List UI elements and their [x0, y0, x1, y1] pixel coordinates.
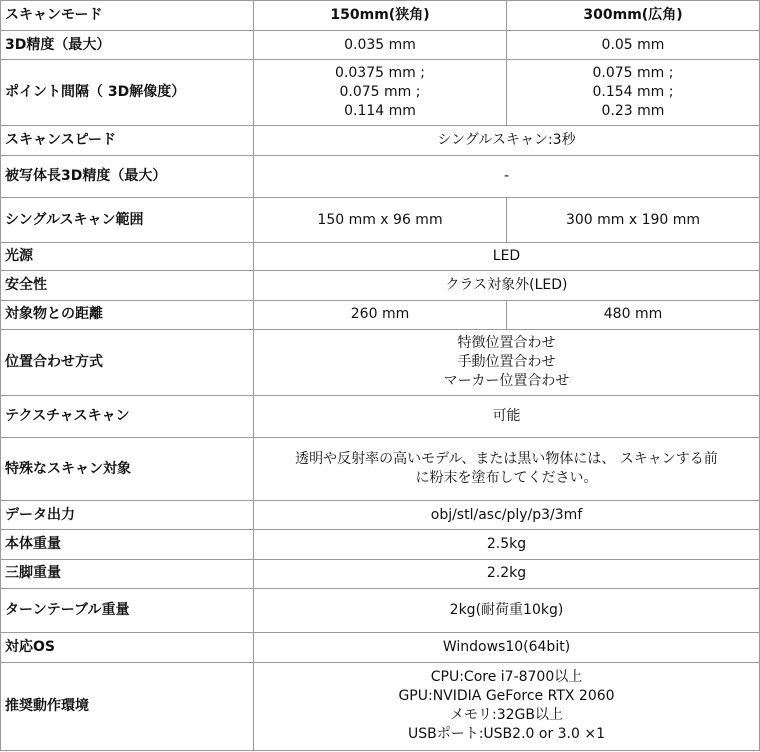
- point-distance-150mm: [254, 59, 507, 126]
- header-col-150mm: 150mm(狭角): [254, 1, 507, 31]
- row-light-source: [1, 242, 760, 270]
- point-distance-300mm-line: 0.23 mm: [601, 103, 665, 120]
- row-texture-scan: [1, 395, 760, 438]
- texture-scan-value: 可能: [254, 395, 760, 438]
- supported-os-label: 対応OS: [1, 633, 254, 662]
- row-supported-os: [1, 633, 760, 662]
- row-volumetric-accuracy: [1, 155, 760, 198]
- recommended-env-label: 推奨動作環境: [1, 662, 254, 750]
- row-body-weight: [1, 530, 760, 559]
- turntable-weight-value: 2kg(耐荷重10kg): [254, 588, 760, 633]
- turntable-weight-label: ターンテーブル重量: [1, 588, 254, 633]
- safety-value: クラス対象外(LED): [254, 271, 760, 300]
- tripod-weight-value: 2.2kg: [254, 559, 760, 588]
- working-distance-150mm: 260 mm: [254, 300, 507, 329]
- supported-os-value: Windows10(64bit): [254, 633, 760, 662]
- row-accuracy: [1, 31, 760, 59]
- body-weight-label: 本体重量: [1, 530, 254, 559]
- row-scan-speed: [1, 126, 760, 155]
- alignment-method: 手動位置合わせ: [457, 353, 556, 370]
- tripod-weight-label: 三脚重量: [1, 559, 254, 588]
- point-distance-300mm-line: 0.075 mm ;: [592, 65, 674, 82]
- point-distance-150mm-line: 0.0375 mm ;: [335, 65, 425, 82]
- row-recommended-env: [1, 662, 760, 750]
- volumetric-accuracy-label: 被写体長3D精度（最大）: [1, 155, 254, 198]
- alignment-method: 特徴位置合わせ: [457, 334, 556, 351]
- row-working-distance: [1, 300, 760, 329]
- single-scan-range-label: シングルスキャン範囲: [1, 198, 254, 243]
- recommended-env-line: メモリ:32GB以上: [450, 707, 563, 724]
- texture-scan-label: テクスチャスキャン: [1, 395, 254, 438]
- accuracy-label: 3D精度（最大）: [1, 31, 254, 59]
- point-distance-label: ポイント間隔（ 3D解像度）: [1, 59, 254, 126]
- header-col-300mm: 300mm(広角): [507, 1, 760, 31]
- row-turntable-weight: [1, 588, 760, 633]
- point-distance-300mm: [507, 59, 760, 126]
- recommended-env-values: [254, 662, 760, 750]
- special-objects-line: に粉末を塗布してください。: [415, 470, 598, 487]
- recommended-env-line: USBポート:USB2.0 or 3.0 ×1: [407, 726, 606, 743]
- alignment-label: 位置合わせ方式: [1, 329, 254, 395]
- row-alignment: [1, 329, 760, 395]
- row-tripod-weight: [1, 559, 760, 588]
- header-label: スキャンモード: [1, 1, 254, 31]
- light-source-label: 光源: [1, 242, 254, 270]
- special-objects-line: 透明や反射率の高いモデル、または黒い物体には、 スキャンする前: [295, 451, 718, 468]
- recommended-env-line: GPU:NVIDIA GeForce RTX 2060: [398, 688, 615, 705]
- header-row: [1, 1, 760, 31]
- alignment-values: [254, 329, 760, 395]
- data-output-value: obj/stl/asc/ply/p3/3mf: [254, 500, 760, 529]
- accuracy-150mm: 0.035 mm: [254, 31, 507, 59]
- light-source-value: LED: [254, 242, 760, 270]
- scan-speed-label: スキャンスピード: [1, 126, 254, 155]
- special-objects-value: [254, 438, 760, 501]
- safety-label: 安全性: [1, 271, 254, 300]
- point-distance-150mm-line: 0.075 mm ;: [339, 84, 421, 101]
- scan-speed-value: シングルスキャン:3秒: [254, 126, 760, 155]
- single-scan-range-150mm: 150 mm x 96 mm: [254, 198, 507, 243]
- accuracy-300mm: 0.05 mm: [507, 31, 760, 59]
- row-data-output: [1, 500, 760, 529]
- row-special-objects: [1, 438, 760, 501]
- single-scan-range-300mm: 300 mm x 190 mm: [507, 198, 760, 243]
- alignment-method: マーカー位置合わせ: [443, 372, 570, 389]
- row-single-scan-range: [1, 198, 760, 243]
- row-safety: [1, 271, 760, 300]
- working-distance-300mm: 480 mm: [507, 300, 760, 329]
- body-weight-value: 2.5kg: [254, 530, 760, 559]
- volumetric-accuracy-value: -: [254, 155, 760, 198]
- point-distance-150mm-line: 0.114 mm: [344, 103, 416, 120]
- special-objects-label: 特殊なスキャン対象: [1, 438, 254, 501]
- data-output-label: データ出力: [1, 500, 254, 529]
- row-point-distance: [1, 59, 760, 126]
- point-distance-300mm-line: 0.154 mm ;: [592, 84, 674, 101]
- working-distance-label: 対象物との距離: [1, 300, 254, 329]
- recommended-env-line: CPU:Core i7-8700以上: [430, 669, 583, 686]
